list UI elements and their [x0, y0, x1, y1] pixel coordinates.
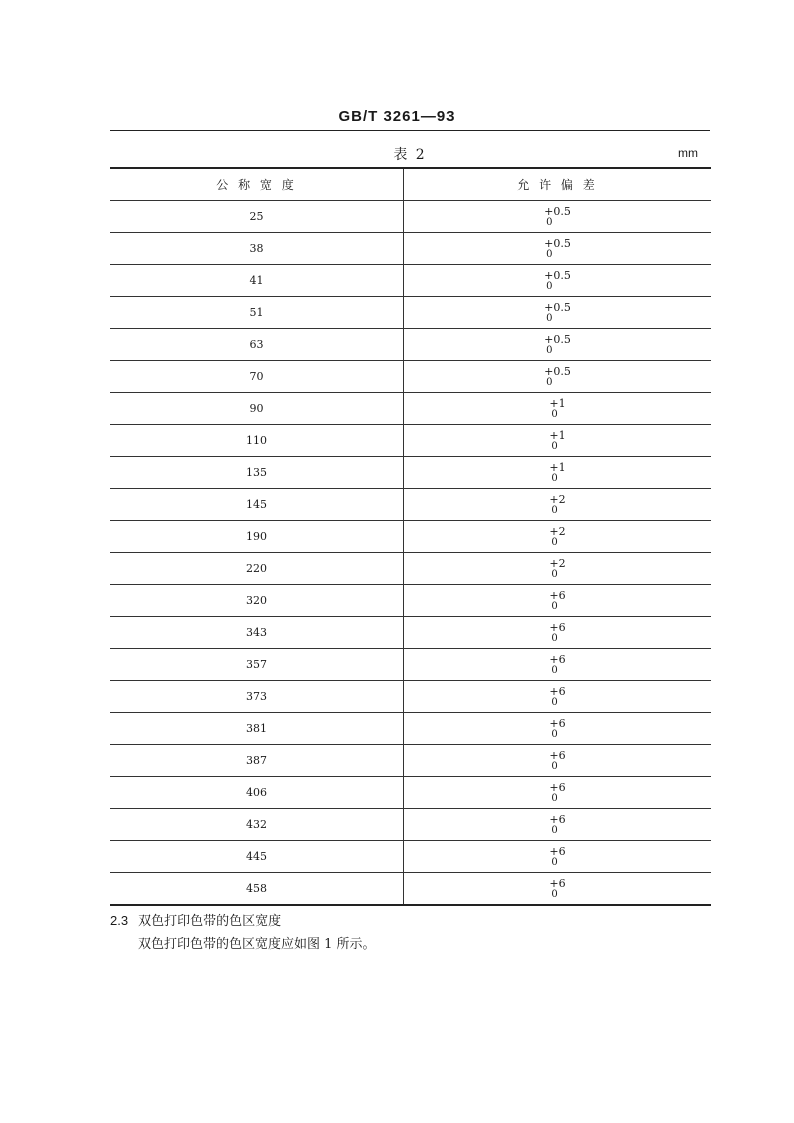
- lower-deviation: 0: [546, 312, 553, 324]
- table-row: [110, 777, 711, 809]
- nominal-width-cell: 373: [110, 681, 404, 713]
- table-row: [110, 425, 711, 457]
- nominal-width-cell: 25: [110, 201, 404, 233]
- nominal-width-cell: 458: [110, 873, 404, 906]
- upper-deviation: +0.5: [544, 364, 571, 378]
- table-row: [110, 745, 711, 777]
- tolerance-table: [110, 167, 711, 906]
- nominal-width-cell: 387: [110, 745, 404, 777]
- table-header-row: [110, 168, 711, 201]
- lower-deviation: 0: [551, 536, 558, 548]
- tolerance-cell: [404, 809, 712, 841]
- table-row: [110, 201, 711, 233]
- nominal-width-cell: 38: [110, 233, 404, 265]
- lower-deviation: 0: [546, 216, 553, 228]
- tolerance-value: [549, 878, 565, 900]
- lower-deviation: 0: [551, 600, 558, 612]
- table-row: [110, 297, 711, 329]
- upper-deviation: +2: [549, 492, 566, 506]
- table-row: [110, 713, 711, 745]
- tolerance-cell: [404, 745, 712, 777]
- tolerance-cell: [404, 361, 712, 393]
- tolerance-cell: [404, 521, 712, 553]
- nominal-width-cell: 90: [110, 393, 404, 425]
- tolerance-cell: [404, 777, 712, 809]
- upper-deviation: +6: [549, 844, 566, 858]
- upper-deviation: +6: [549, 780, 566, 794]
- upper-deviation: +1: [549, 460, 566, 474]
- nominal-width-cell: 357: [110, 649, 404, 681]
- lower-deviation: 0: [551, 824, 558, 836]
- tolerance-value: [549, 398, 565, 420]
- upper-deviation: +6: [549, 588, 566, 602]
- nominal-width-cell: 320: [110, 585, 404, 617]
- tolerance-value: [549, 622, 565, 644]
- tolerance-cell: [404, 297, 712, 329]
- table-row: [110, 681, 711, 713]
- nominal-width-cell: 190: [110, 521, 404, 553]
- upper-deviation: +6: [549, 684, 566, 698]
- lower-deviation: 0: [551, 696, 558, 708]
- lower-deviation: 0: [551, 472, 558, 484]
- table-row: [110, 553, 711, 585]
- table-title: 表 2: [393, 147, 427, 163]
- tolerance-value: [549, 654, 565, 676]
- upper-deviation: +6: [549, 812, 566, 826]
- tolerance-cell: [404, 841, 712, 873]
- upper-deviation: +0.5: [544, 332, 571, 346]
- tolerance-cell: [404, 873, 712, 906]
- lower-deviation: 0: [551, 408, 558, 420]
- table-caption: [110, 144, 710, 164]
- table-row: [110, 457, 711, 489]
- nominal-width-cell: 145: [110, 489, 404, 521]
- table-unit: mm: [678, 146, 698, 160]
- lower-deviation: 0: [551, 632, 558, 644]
- upper-deviation: +6: [549, 620, 566, 634]
- lower-deviation: 0: [551, 760, 558, 772]
- tolerance-cell: [404, 201, 712, 233]
- tolerance-value: [544, 238, 571, 260]
- tolerance-cell: [404, 713, 712, 745]
- lower-deviation: 0: [546, 376, 553, 388]
- tolerance-value: [544, 206, 571, 228]
- nominal-width-cell: 63: [110, 329, 404, 361]
- tolerance-cell: [404, 457, 712, 489]
- standard-code: GB/T 3261—93: [338, 108, 456, 125]
- lower-deviation: 0: [551, 504, 558, 516]
- nominal-width-cell: 41: [110, 265, 404, 297]
- lower-deviation: 0: [551, 664, 558, 676]
- upper-deviation: +1: [549, 428, 566, 442]
- tolerance-value: [549, 526, 565, 548]
- nominal-width-cell: 220: [110, 553, 404, 585]
- column-header-tolerance: 允 许 偏 差: [404, 168, 712, 201]
- tolerance-value: [549, 750, 565, 772]
- upper-deviation: +0.5: [544, 268, 571, 282]
- table-row: [110, 873, 711, 906]
- upper-deviation: +6: [549, 876, 566, 890]
- tolerance-cell: [404, 233, 712, 265]
- nominal-width-cell: 51: [110, 297, 404, 329]
- tolerance-cell: [404, 585, 712, 617]
- tolerance-value: [549, 686, 565, 708]
- upper-deviation: +2: [549, 556, 566, 570]
- table-row: [110, 649, 711, 681]
- header-rule: [110, 130, 710, 131]
- tolerance-value: [549, 590, 565, 612]
- lower-deviation: 0: [551, 792, 558, 804]
- tolerance-cell: [404, 617, 712, 649]
- tolerance-value: [544, 334, 571, 356]
- tolerance-value: [549, 846, 565, 868]
- tolerance-value: [544, 270, 571, 292]
- tolerance-value: [549, 494, 565, 516]
- lower-deviation: 0: [551, 440, 558, 452]
- lower-deviation: 0: [551, 728, 558, 740]
- tolerance-value: [544, 366, 571, 388]
- lower-deviation: 0: [551, 856, 558, 868]
- tolerance-value: [549, 558, 565, 580]
- section-title: 双色打印色带的色区宽度: [138, 914, 282, 929]
- upper-deviation: +0.5: [544, 236, 571, 250]
- tolerance-cell: [404, 393, 712, 425]
- table-row: [110, 809, 711, 841]
- tolerance-value: [549, 430, 565, 452]
- upper-deviation: +6: [549, 652, 566, 666]
- table-row: [110, 233, 711, 265]
- tolerance-value: [549, 782, 565, 804]
- lower-deviation: 0: [551, 888, 558, 900]
- lower-deviation: 0: [546, 344, 553, 356]
- upper-deviation: +0.5: [544, 204, 571, 218]
- table-row: [110, 489, 711, 521]
- table-row: [110, 841, 711, 873]
- nominal-width-cell: 135: [110, 457, 404, 489]
- tolerance-cell: [404, 329, 712, 361]
- table-row: [110, 361, 711, 393]
- upper-deviation: +2: [549, 524, 566, 538]
- nominal-width-cell: 381: [110, 713, 404, 745]
- nominal-width-cell: 110: [110, 425, 404, 457]
- tolerance-value: [549, 814, 565, 836]
- nominal-width-cell: 70: [110, 361, 404, 393]
- section-body: 双色打印色带的色区宽度应如图 1 所示。: [138, 937, 376, 952]
- tolerance-cell: [404, 489, 712, 521]
- nominal-width-cell: 406: [110, 777, 404, 809]
- table-row: [110, 617, 711, 649]
- nominal-width-cell: 432: [110, 809, 404, 841]
- table-row: [110, 585, 711, 617]
- lower-deviation: 0: [546, 280, 553, 292]
- tolerance-value: [549, 718, 565, 740]
- nominal-width-cell: 445: [110, 841, 404, 873]
- tolerance-cell: [404, 425, 712, 457]
- upper-deviation: +0.5: [544, 300, 571, 314]
- tolerance-value: [549, 462, 565, 484]
- upper-deviation: +6: [549, 748, 566, 762]
- tolerance-cell: [404, 649, 712, 681]
- tolerance-value: [544, 302, 571, 324]
- tolerance-cell: [404, 553, 712, 585]
- tolerance-cell: [404, 681, 712, 713]
- table-row: [110, 393, 711, 425]
- tolerance-cell: [404, 265, 712, 297]
- table-row: [110, 265, 711, 297]
- table-row: [110, 329, 711, 361]
- upper-deviation: +6: [549, 716, 566, 730]
- upper-deviation: +1: [549, 396, 566, 410]
- nominal-width-cell: 343: [110, 617, 404, 649]
- column-header-nominal-width: 公 称 宽 度: [110, 168, 404, 201]
- table-row: [110, 521, 711, 553]
- section-heading: [110, 910, 281, 929]
- lower-deviation: 0: [546, 248, 553, 260]
- lower-deviation: 0: [551, 568, 558, 580]
- section-number: 2.3: [110, 913, 129, 928]
